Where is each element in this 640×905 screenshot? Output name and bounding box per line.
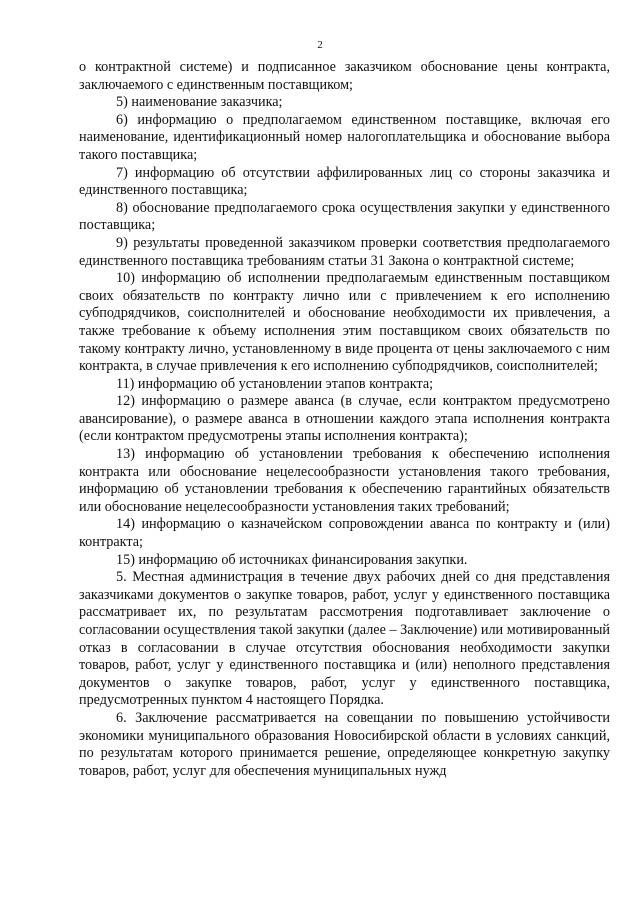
list-item-11: 11) информацию об установлении этапов контракта; xyxy=(116,375,434,392)
list-item-9: 9) результаты проведенной заказчиком проверки соответствия предполагаемого единственного поставщика требованиям статьи 31 Закона о контрактной системе; xyxy=(79,234,610,269)
list-item-8: 8) обоснование предполагаемого срока осуществления закупки у единственного поставщика; xyxy=(79,199,610,234)
list-item-12: 12) информацию о размере аванса (в случае, если контрактом предусмотрено авансирование), о размере аванса в отношении каждого этапа исполнения контракта (если контрактом предусмотрены этапы исполнения контракта); xyxy=(79,393,610,445)
list-item-13: 13) информацию об установлении требования к обеспечению исполнения контракта или обоснование нецелесообразности установления такого требования, информацию об установлении требования к обеспечению гарантийных обязательств или обоснование нецелесообразности установления таких требований; xyxy=(79,446,610,515)
page-number: 2 xyxy=(317,39,323,51)
document-body xyxy=(79,59,610,780)
list-item-5: 5) наименование заказчика; xyxy=(116,94,283,111)
list-item-10: 10) информацию об исполнении предполагаемым единственным поставщиком своих обязательств по контракту лично или с привлечением к его исполнению субподрядчиков, соисполнителей и обоснование необходимости их привлечения, а также требование к объему исполнения этим поставщиком своих обязательств по такому контракту лично, установленному в виде процента от цены заключаемого с ним контракта, в случае привлечения к его исполнению субподрядчиков, соисполнителей; xyxy=(79,270,610,375)
list-item-15: 15) информацию об источниках финансирования закупки. xyxy=(116,551,468,568)
clause-6: 6. Заключение рассматривается на совещании по повышению устойчивости экономики муниципального образования Новосибирской области в условиях санкций, по результатам которого принимается решение, определяющее конкретную закупку товаров, работ, услуг для обеспечения муниципальных нужд xyxy=(79,709,610,779)
list-item-6: 6) информацию о предполагаемом единственном поставщике, включая его наименование, идентификационный номер налогоплательщика и обоснование выбора такого поставщика; xyxy=(79,111,610,163)
list-item-7: 7) информацию об отсутствии аффилированных лиц со стороны заказчика и единственного поставщика; xyxy=(79,164,610,199)
clause-5: 5. Местная администрация в течение двух рабочих дней со дня представления заказчиками документов о закупке товаров, работ, услуг у единственного поставщика рассматривает их, по результатам рассмотрения подготавливает заключение о согласовании осуществления такой закупки (далее – Заключение) или мотивированный отказ в согласовании в случае отсутствия обоснования необходимости закупки товаров, работ, услуг у единственного поставщика и (или) неполного представления документов о закупке товаров, работ, услуг у единственного поставщика, предусмотренных пунктом 4 настоящего Порядка. xyxy=(79,569,610,709)
paragraph-continuation: о контрактной системе) и подписанное заказчиком обоснование цены контракта, заключаемого с единственным поставщиком; xyxy=(79,59,610,93)
list-item-14: 14) информацию о казначейском сопровождении аванса по контракту и (или) контракта; xyxy=(79,516,610,551)
